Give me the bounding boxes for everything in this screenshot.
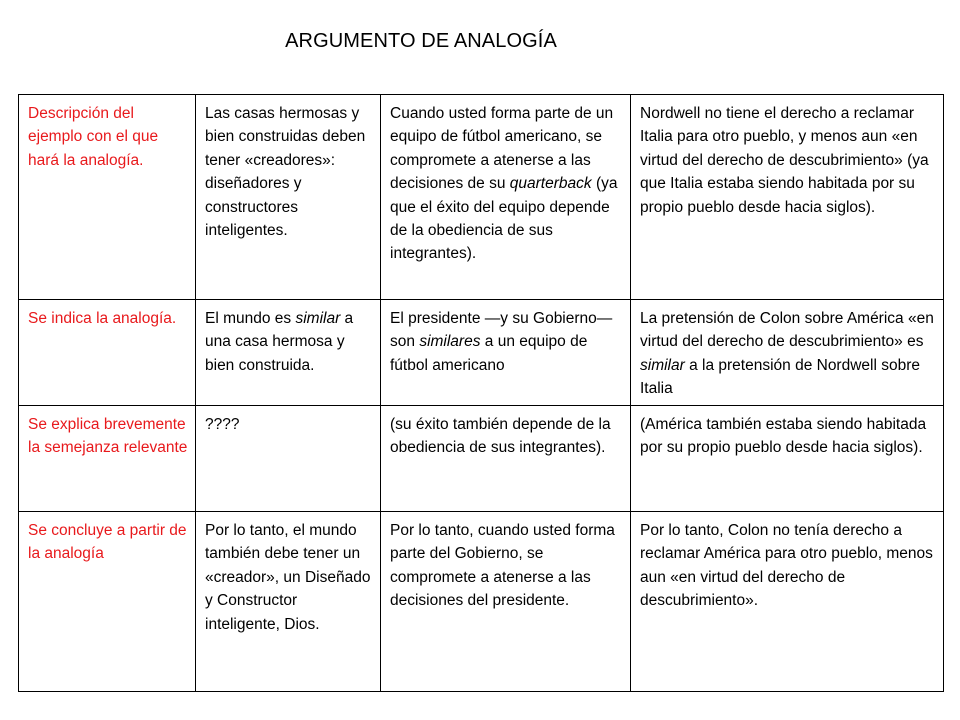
cell-house-similarity: ???? — [196, 406, 381, 512]
table-row-analogy — [19, 300, 944, 406]
row-label-similarity: Se explica brevemente la semejanza relevante — [19, 406, 196, 512]
cell-colon-conclusion: Por lo tanto, Colon no tenía derecho a reclamar América para otro pueblo, menos aun «en virtud del derecho de descubrimiento». — [631, 512, 944, 692]
italic-term: similares — [419, 333, 481, 351]
cell-house-conclusion: Por lo tanto, el mundo también debe tener un «creador», un Diseñado y Constructor inteligente, Dios. — [196, 512, 381, 692]
cell-colon-similarity: (América también estaba siendo habitada por su propio pueblo desde hacia siglos). — [631, 406, 944, 512]
cell-football-conclusion: Por lo tanto, cuando usted forma parte del Gobierno, se compromete a atenerse a las decisiones del presidente. — [381, 512, 631, 692]
page-title: ARGUMENTO DE ANALOGÍA — [285, 30, 557, 52]
cell-colon-description: Nordwell no tiene el derecho a reclamar Italia para otro pueblo, y menos aun «en virtud del derecho de descubrimiento» (ya que Italia estaba siendo habitada por su propio pueblo desde hacia siglos). — [631, 95, 944, 300]
cell-colon-analogy: La pretensión de Colon sobre América «en virtud del derecho de descubrimiento» es similar a la pretensión de Nordwell sobre Italia — [631, 300, 944, 406]
table-row-similarity — [19, 406, 944, 512]
italic-term: quarterback — [509, 175, 592, 193]
analogy-table — [18, 94, 944, 692]
italic-term: similar — [640, 356, 685, 374]
table-row-description — [19, 95, 944, 300]
row-label-description: Descripción del ejemplo con el que hará la analogía. — [19, 95, 196, 300]
cell-football-similarity: (su éxito también depende de la obediencia de sus integrantes). — [381, 406, 631, 512]
cell-football-analogy: El presidente —y su Gobierno— son similares a un equipo de fútbol americano — [381, 300, 631, 406]
row-label-analogy: Se indica la analogía. — [19, 300, 196, 406]
cell-football-description: Cuando usted forma parte de un equipo de fútbol americano, se compromete a atenerse a las decisiones de su quarterback (ya que el éxito del equipo depende de la obediencia de sus integrantes). — [381, 95, 631, 300]
italic-term: similar — [295, 310, 341, 327]
table-row-conclusion — [19, 512, 944, 692]
cell-house-analogy: El mundo es similar a una casa hermosa y bien construida. — [196, 300, 381, 406]
row-label-conclusion: Se concluye a partir de la analogía — [19, 512, 196, 692]
cell-house-description: Las casas hermosas y bien construidas deben tener «creadores»: diseñadores y constructores inteligentes. — [196, 95, 381, 300]
